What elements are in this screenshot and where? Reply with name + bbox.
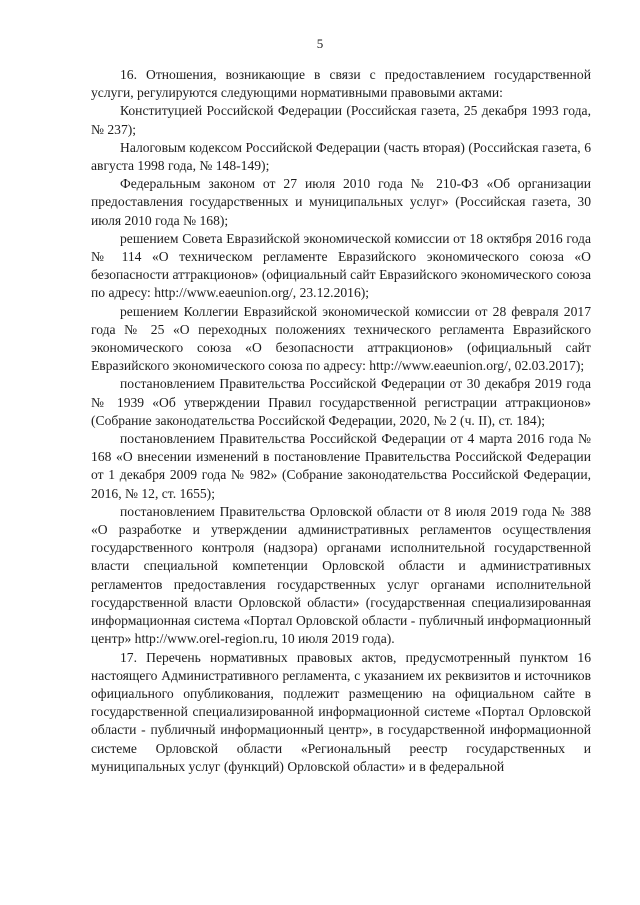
paragraph-16: 16. Отношения, возникающие в связи с предоставлением государственной услуги, регулируются следующими нормативными правовыми актами: <box>91 67 591 101</box>
document-body <box>91 66 591 776</box>
act-gov-resolution-168: постановлением Правительства Российской Федерации от 4 марта 2016 года № 168 «О внесении изменений в постановление Правительства Российской Федерации от 1 декабря 2009 года № 982» (Собрание законодательства Российской Федерации, 2016, № 12, ст. 1655); <box>91 431 591 501</box>
act-eec-council-114: решением Совета Евразийской экономической комиссии от 18 октября 2016 года № 114 «О техническом регламенте Евразийского экономического союза «О безопасности аттракционов» (официальный сайт Евразийского экономического союза по адресу: http://www.eaeunion.org/, 23.12.2016); <box>91 230 591 301</box>
act-tax-code: Налоговым кодексом Российской Федерации (часть вторая) (Российская газета, 6 августа 1998 года, № 148-149); <box>91 139 591 174</box>
page-number: 5 <box>316 36 324 51</box>
act-orel-resolution-388: постановлением Правительства Орловской области от 8 июля 2019 года № 388 «О разработке и утверждении административных регламентов осуществления государственного контроля (надзора) органами исполнительной государственной власти специальной компетенции Орловской области и административных регламентов предоставления государственных услуг органами исполнительной государственной власти Орловской области» (государственная специализированная информационная система «Портал Орловской области - публичный информационный центр» http://www.orel-region.ru, 10 июля 2019 года). <box>91 503 591 647</box>
act-constitution: Конституцией Российской Федерации (Российская газета, 25 декабря 1993 года, № 237); <box>91 103 591 137</box>
act-federal-law-210: Федеральным законом от 27 июля 2010 года № 210-ФЗ «Об организации предоставления государственных и муниципальных услуг» (Российская газета, 30 июля 2010 года № 168); <box>91 176 591 228</box>
act-gov-resolution-1939: постановлением Правительства Российской Федерации от 30 декабря 2019 года № 1939 «Об утверждении Правил государственной регистрации аттракционов» (Собрание законодательства Российской Федерации, 2020, № 2 (ч. II), ст. 184); <box>91 376 591 428</box>
paragraph-17: 17. Перечень нормативных правовых актов, предусмотренный пунктом 16 настоящего Административного регламента, с указанием их реквизитов и источников официального опубликования, подлежит размещению на официальном сайте в государственной специализированной информационной системе «Портал Орловской области - публичный информационный центр», в государственной информационной системе Орловской области «Региональный реестр государственных и муниципальных услуг (функций) Орловской области» и в федеральной <box>91 649 591 774</box>
act-eec-board-25: решением Коллегии Евразийской экономической комиссии от 28 февраля 2017 года № 25 «О переходных положениях технического регламента Евразийского экономического союза «О безопасности аттракционов» (официальный сайт Евразийского экономического союза по адресу: http://www.eaeunion.org/, 02.03.2017); <box>91 303 591 374</box>
